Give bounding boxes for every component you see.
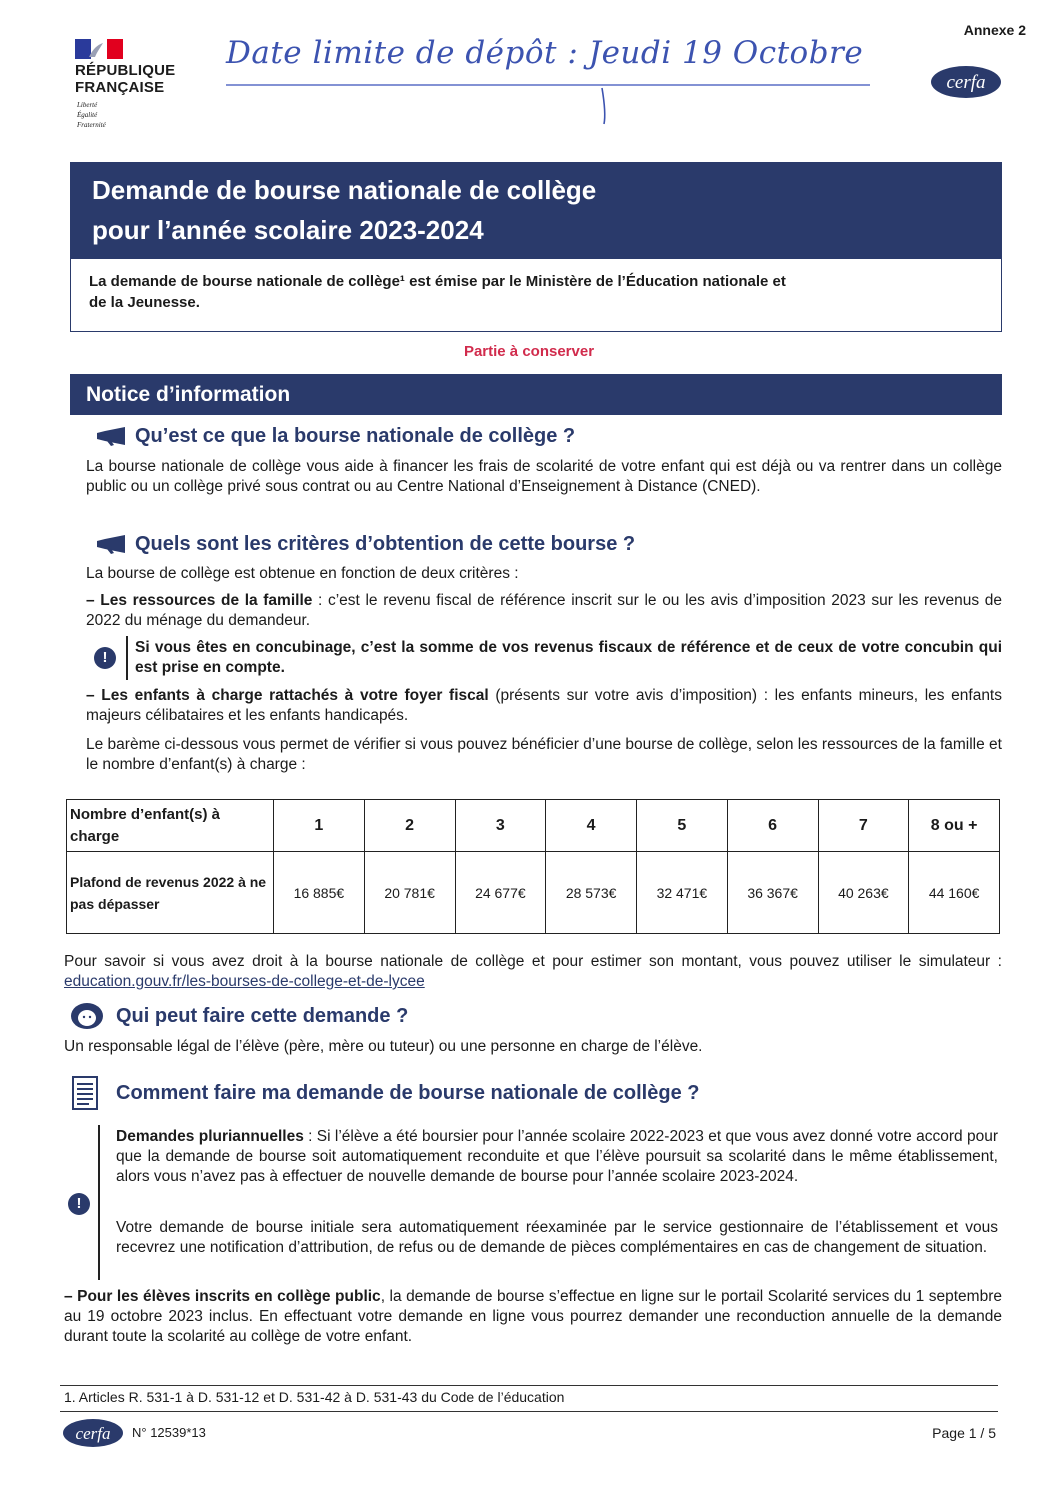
criterion-resources: – Les ressources de la famille : c’est le revenu fiscal de référence inscrit sur le ou les avis d’imposition 2023 sur les revenus de 2022 du ménage du demandeur. bbox=[86, 592, 1002, 629]
warning-bar bbox=[98, 1125, 100, 1280]
title-banner bbox=[70, 162, 1002, 258]
table-cell: 36 367€ bbox=[727, 852, 818, 934]
table-cell: 3 bbox=[455, 800, 546, 852]
bareme-table bbox=[66, 799, 1000, 934]
cerfa-logo-text: cerfa bbox=[946, 72, 986, 93]
republic-motto: Liberté Égalité Fraternité bbox=[77, 101, 106, 129]
table-cell: 2 bbox=[364, 800, 455, 852]
table-cell: 28 573€ bbox=[546, 852, 637, 934]
table-cell: 40 263€ bbox=[818, 852, 909, 934]
table-cell: 44 160€ bbox=[909, 852, 1000, 934]
face-icon bbox=[70, 1002, 104, 1030]
intro-line2: de la Jeunesse. bbox=[89, 294, 200, 311]
cerfa-logo-icon bbox=[930, 65, 1002, 99]
footer-divider bbox=[60, 1411, 998, 1412]
table-header-children: Nombre d’enfant(s) à charge bbox=[67, 800, 274, 852]
table-cell: 32 471€ bbox=[637, 852, 728, 934]
title-line1: Demande de bourse nationale de collège bbox=[92, 175, 597, 205]
republique-francaise-logo: RÉPUBLIQUE FRANÇAISE bbox=[75, 62, 176, 96]
intro-line1: La demande de bourse nationale de collège¹ est émise par le Ministère de l’Éducation nationale et bbox=[89, 273, 786, 290]
megaphone-icon bbox=[95, 533, 131, 555]
warning-icon: ! bbox=[68, 1193, 90, 1215]
section-title-how: Comment faire ma demande de bourse nationale de collège ? bbox=[116, 1082, 700, 1104]
table-cell: 6 bbox=[727, 800, 818, 852]
table-cell: 16 885€ bbox=[274, 852, 365, 934]
table-header-ceiling: Plafond de revenus 2022 à ne pas dépasser bbox=[67, 852, 274, 934]
cerfa-logo-text: cerfa bbox=[75, 1424, 111, 1443]
intro-box bbox=[70, 258, 1002, 332]
reexamination-text: Votre demande de bourse initiale sera automatiquement réexaminée par le service gestionnaire de l’établissement et vous recevrez une notification d’attribution, de refus ou de demande de pièces complémentaires en cas de changement de situation. bbox=[116, 1219, 998, 1256]
page-number: Page 1 / 5 bbox=[932, 1425, 996, 1441]
section-title-criteria: Quels sont les critères d’obtention de cette bourse ? bbox=[135, 533, 636, 555]
table-cell: 4 bbox=[546, 800, 637, 852]
footer-divider bbox=[60, 1385, 998, 1386]
simulator-text: Pour savoir si vous avez droit à la bourse nationale de collège et pour estimer son montant, vous pouvez utiliser le simulateur : education.gouv.fr/les-bourses-de-college-et-de-lycee bbox=[64, 953, 1002, 990]
table-row bbox=[67, 800, 1000, 852]
handwritten-deadline: Date limite de dépôt : Jeudi 19 Octobre bbox=[226, 35, 864, 71]
handwritten-underline bbox=[226, 84, 870, 86]
cerfa-number: N° 12539*13 bbox=[132, 1425, 206, 1440]
megaphone-icon bbox=[95, 425, 131, 447]
annexe-label: Annexe 2 bbox=[963, 22, 1026, 38]
criteria-intro: La bourse de collège est obtenue en fonction de deux critères : bbox=[86, 565, 519, 582]
notice-banner: Notice d’information bbox=[70, 374, 1002, 415]
section-title-what: Qu’est ce que la bourse nationale de collège ? bbox=[135, 425, 576, 447]
marianne-flag-icon bbox=[75, 39, 123, 59]
title-line2: pour l’année scolaire 2023-2024 bbox=[92, 215, 484, 245]
cerfa-logo-icon bbox=[62, 1418, 124, 1448]
warning-bar bbox=[126, 636, 128, 680]
section-text-what: La bourse nationale de collège vous aide à financer les frais de scolarité de votre enfant qui est déjà ou va rentrer dans un collège public ou un collège privé sous contrat ou au Centre National d’Enseignement à Distance (CNED). bbox=[86, 458, 1002, 495]
bareme-intro: Le barème ci-dessous vous permet de vérifier si vous pouvez bénéficier d’une bourse de collège, selon les ressources de la famille et le nombre d’enfant(s) à charge : bbox=[86, 736, 1002, 773]
public-college-text: – Pour les élèves inscrits en collège public, la demande de bourse s’effectue en ligne sur le portail Scolarité services du 1 septembre au 19 octobre 2023 inclus. En effectuant votre demande en ligne vous pourrez demander une reconduction annuelle de la demande durant toute la scolarité au collège de votre enfant. bbox=[64, 1288, 1002, 1345]
document-icon bbox=[72, 1076, 98, 1110]
pluriannual-warning: Demandes pluriannuelles : Si l’élève a été boursier pour l’année scolaire 2022-2023 et que vous avez donné votre accord pour que la demande de bourse soit automatiquement reconduite et que l’élève poursuit sa scolarité dans le même établissement, alors vous n’avez pas à effectuer de nouvelle demande de bourse pour l’année scolaire 2023-2024. bbox=[116, 1128, 998, 1185]
table-cell: 1 bbox=[274, 800, 365, 852]
table-cell: 5 bbox=[637, 800, 728, 852]
table-cell: 7 bbox=[818, 800, 909, 852]
section-text-who: Un responsable légal de l’élève (père, mère ou tuteur) ou une personne en charge de l’élève. bbox=[64, 1038, 703, 1055]
table-cell: 20 781€ bbox=[364, 852, 455, 934]
criterion-children: – Les enfants à charge rattachés à votre foyer fiscal (présents sur votre avis d’imposition) : les enfants mineurs, les enfants majeurs célibataires et les enfants handicapés. bbox=[86, 687, 1002, 724]
warning-icon: ! bbox=[94, 647, 116, 669]
table-row bbox=[67, 852, 1000, 934]
table-cell: 8 ou + bbox=[909, 800, 1000, 852]
partie-a-conserver: Partie à conserver bbox=[463, 343, 595, 360]
table-cell: 24 677€ bbox=[455, 852, 546, 934]
simulator-link[interactable]: education.gouv.fr/les-bourses-de-college-et-de-lycee bbox=[64, 973, 425, 990]
handwritten-stroke bbox=[600, 86, 614, 126]
footnote: 1. Articles R. 531-1 à D. 531-12 et D. 531-42 à D. 531-43 du Code de l’éducation bbox=[64, 1389, 565, 1405]
concubinage-warning: Si vous êtes en concubinage, c’est la somme de vos revenus fiscaux de référence et de ceux de votre concubin qui est prise en compte. bbox=[135, 639, 1002, 676]
section-title-who: Qui peut faire cette demande ? bbox=[116, 1005, 409, 1027]
